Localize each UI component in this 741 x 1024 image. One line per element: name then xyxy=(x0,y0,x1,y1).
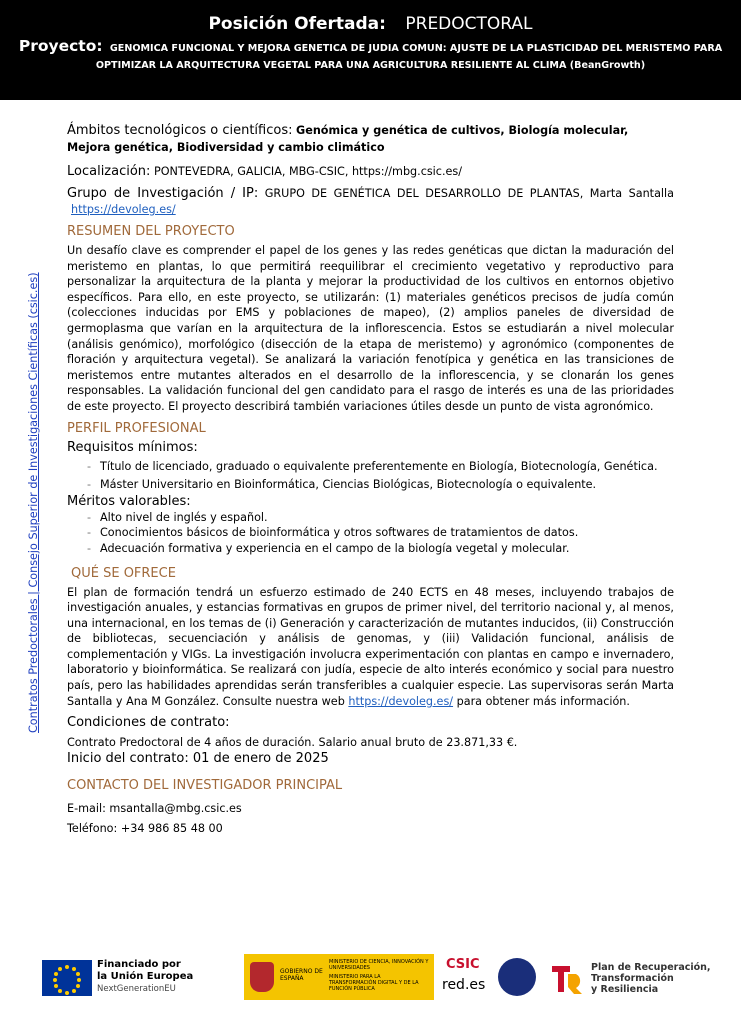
gobierno-label: GOBIERNO DE ESPAÑA xyxy=(280,968,323,982)
eu-line-3: NextGenerationEU xyxy=(97,984,176,994)
ofrece-text xyxy=(67,585,674,710)
footer-logos xyxy=(0,948,741,1008)
plan-line-2: Transformación xyxy=(591,973,674,984)
position-line xyxy=(0,14,741,34)
requisitos-title: Requisitos mínimos: xyxy=(67,439,198,455)
requisitos-list xyxy=(87,459,674,493)
ambitos-row xyxy=(67,122,674,156)
ofrece-link[interactable]: https://devoleg.es/ xyxy=(348,694,454,708)
localizacion-value: PONTEVEDRA, GALICIA, MBG-CSIC, https://mbg.csic.es/ xyxy=(154,165,462,178)
gobierno-logo xyxy=(244,954,434,1000)
grupo-link[interactable]: https://devoleg.es/ xyxy=(71,203,176,216)
ambitos-label: Ámbitos tecnológicos o científicos: xyxy=(67,123,293,138)
condiciones-text: Contrato Predoctoral de 4 años de duración. Salario anual bruto de 23.871,33 €. xyxy=(67,736,518,750)
resumen-title: RESUMEN DEL PROYECTO xyxy=(67,224,235,239)
contacto-email-row xyxy=(67,801,674,816)
grupo-value: GRUPO DE GENÉTICA DEL DESARROLLO DE PLANTAS, Marta Santalla xyxy=(264,187,674,200)
csic-text: CSIC xyxy=(446,957,480,972)
plan-recuperacion-text xyxy=(591,962,711,995)
ministry-ciencia: MINISTERIO DE CIENCIA, INNOVACIÓN Y UNIVERSIDADES xyxy=(329,959,429,971)
side-link-csic[interactable]: Contratos Predoctorales | Consejo Superior de Investigaciones Científicas (csic.es) xyxy=(27,272,40,733)
project-label: Proyecto: xyxy=(18,37,103,55)
position-label: Posición Ofertada: xyxy=(208,14,386,34)
localizacion-row xyxy=(67,164,674,179)
ofrece-paragraph: El plan de formación tendrá un esfuerzo estimado de 240 ECTS en 48 meses, incluyendo trabajos de investigación anuales, y estancias formativas en grupos de primer nivel, del territorio nacional y, al menos, una internacional, en los temas de (i) Generación y caracterización de mutantes inducidos, (ii) Construcción de bibliotecas, secuenciación y análisis de genomas, y (iii) Validación funcional, análisis de complementación y VIGs. La investigación involucra experimentación con plantas en campo e invernadero, laboratorio y bioinformática. Se realizará con judía, especie de alto interés económico y social para nuestro país, pero las habilidades aprendidas serán transferibles a cualquier especie. Las supervisoras serán Marta Santalla y Ana M González. Consulte nuestra web xyxy=(67,585,674,708)
eu-line-1: Financiado por xyxy=(97,959,181,970)
plan-line-1: Plan de Recuperación, xyxy=(591,962,711,973)
ministry-digital: MINISTERIO PARA LA TRANSFORMACIÓN DIGITAL Y DE LA FUNCIÓN PÚBLICA xyxy=(329,974,419,992)
project-line xyxy=(12,38,729,74)
contacto-title: CONTACTO DEL INVESTIGADOR PRINCIPAL xyxy=(67,778,343,794)
grupo-label: Grupo de Investigación / IP: xyxy=(67,186,259,201)
eu-line-2: la Unión Europea xyxy=(97,971,194,982)
inicio-contrato: Inicio del contrato: 01 de enero de 2025 xyxy=(67,751,329,767)
eu-flag-icon xyxy=(42,960,92,996)
list-item: - Conocimientos básicos de bioinformática y otros softwares de tratamientos de datos. xyxy=(87,525,674,541)
ofrece-paragraph-end: para obtener más información. xyxy=(456,694,630,708)
phone-value: +34 986 85 48 00 xyxy=(120,822,223,836)
condiciones-title: Condiciones de contrato: xyxy=(67,715,230,731)
list-item: - Título de licenciado, graduado o equivalente preferentemente en Biología, Biotecnología, Genética. xyxy=(87,459,674,475)
localizacion-label: Localización: xyxy=(67,164,151,179)
spain-crest-icon xyxy=(250,962,274,992)
main-content xyxy=(67,122,674,836)
grupo-row xyxy=(67,186,674,218)
meritos-list xyxy=(87,510,674,557)
project-title: GENOMICA FUNCIONAL Y MEJORA GENETICA DE JUDIA COMUN: AJUSTE DE LA PLASTICIDAD DEL MERISTEMO PARA OPTIMIZAR LA ARQUITECTURA VEGETAL PARA UNA AGRICULTURA RESILIENTE AL CLIMA (BeanGrowth) xyxy=(95,43,723,71)
email-label: E-mail: xyxy=(67,802,106,816)
ambitos-value: Genómica y genética de cultivos, Biología molecular, Mejora genética, Biodiversidad y cambio climático xyxy=(67,124,629,154)
resumen-text: Un desafío clave es comprender el papel de los genes y las redes genéticas que dictan la maduración del meristemo en plantas, lo que permitirá reequilibrar el crecimiento vegetativo y reproductivo para personalizar la arquitectura de la planta y mejorar la productividad de los cultivos en entornos objetivo específicos. Para ello, en este proyecto, se utilizarán: (1) materiales genéticos precisos de judía común (colecciones inducidas por EMS y poblaciones de mapeo), (2) amplios paneles de diversidad de germoplasma que varían en la arquitectura de la inflorescencia. Estos se estudiarán a nivel molecular (análisis genómico), morfológico (disección de la etapa de meristemo) y agronómico (componentes de floración y arquitectura vegetal). Se analizará la variación fenotípica y genética en las transiciones de meristemos entre mutantes alterados en el desarrollo de la inflorescencia, y se clonarán los genes responsables. La validación funcional del gen candidato para el rasgo de interés es una de las prioridades de este proyecto. El proyecto describirá también variaciones útiles desde un punto de vista agronómico. xyxy=(67,244,674,413)
phone-label: Teléfono: xyxy=(67,822,118,836)
list-item: - Alto nivel de inglés y español. xyxy=(87,510,674,526)
perfil-title: PERFIL PROFESIONAL xyxy=(67,420,206,436)
ofrece-title: QUÉ SE OFRECE xyxy=(71,565,176,581)
list-item: - Máster Universitario en Bioinformática, Ciencias Biológicas, Biotecnología o equivalente. xyxy=(87,477,674,493)
email-value[interactable]: msantalla@mbg.csic.es xyxy=(109,802,242,816)
csic-redes-logo xyxy=(440,954,492,1000)
eu-funding-text xyxy=(97,959,193,995)
header-banner xyxy=(0,0,741,100)
contacto-phone-row xyxy=(67,821,674,836)
ministry-seal-icon xyxy=(498,958,536,996)
redes-text: red.es xyxy=(442,977,486,993)
plan-recuperacion-icon xyxy=(550,960,586,996)
position-value: PREDOCTORAL xyxy=(405,14,533,34)
plan-line-3: y Resiliencia xyxy=(591,984,659,995)
meritos-title: Méritos valorables: xyxy=(67,493,191,509)
ministry-labels xyxy=(329,959,429,992)
list-item: - Adecuación formativa y experiencia en el campo de la biología vegetal y molecular. xyxy=(87,541,674,557)
